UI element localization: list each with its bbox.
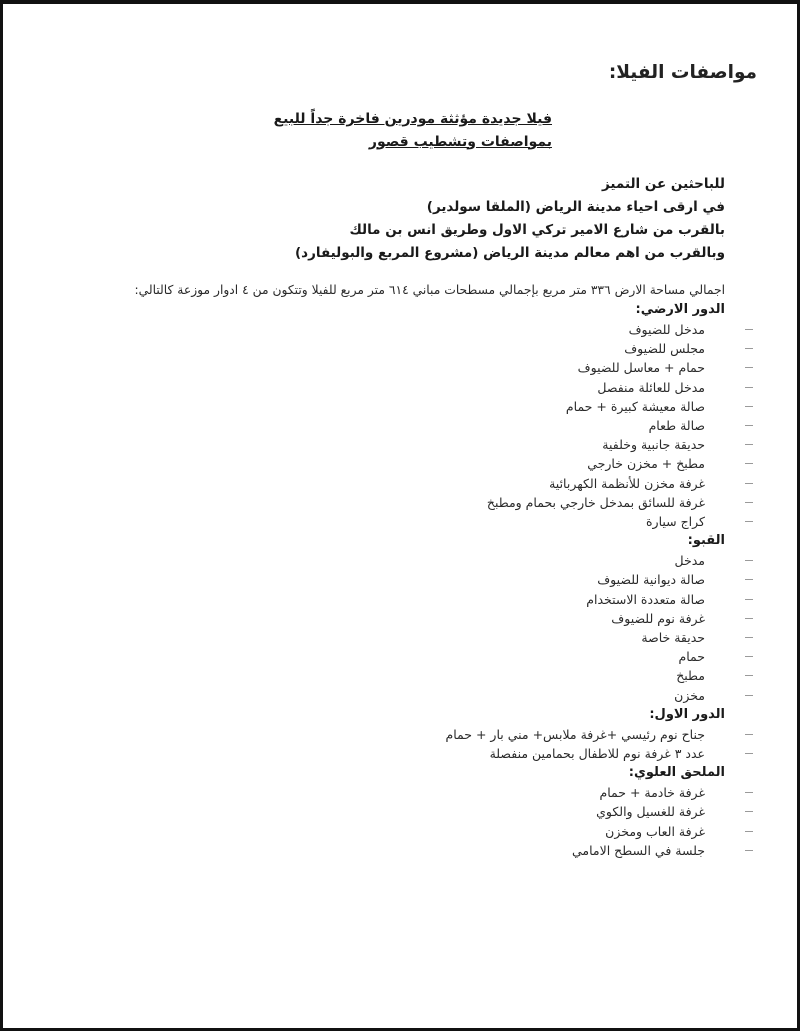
area-summary: اجمالي مساحة الارض ٣٣٦ متر مربع بإجمالي مسطحات مباني ٦١٤ متر مربع للفيلا وتتكون من ٤ ادوار موزعة كالتالي: — [134, 283, 725, 297]
list-item: جلسة في السطح الامامي — [65, 841, 725, 860]
dash-bullet-icon — [745, 599, 753, 600]
dash-bullet-icon — [745, 387, 753, 388]
intro-line: في ارقى احياء مدينة الرياض (الملقا سولدير) — [426, 199, 725, 215]
dash-bullet-icon — [745, 444, 753, 445]
list-item: غرفة العاب ومخزن — [65, 822, 725, 841]
dash-bullet-icon — [745, 367, 753, 368]
dash-bullet-icon — [745, 850, 753, 851]
list-item: مجلس للضيوف — [65, 339, 725, 358]
dash-bullet-icon — [745, 560, 753, 561]
list-item: جناح نوم رئيسي +غرفة ملابس+ مني بار + حمام — [65, 725, 725, 744]
section-basement — [65, 531, 725, 705]
intro-line: للباحثين عن التميز — [602, 176, 725, 192]
list-item: حمام — [65, 647, 725, 666]
section-items — [65, 725, 725, 763]
section-title: الملحق العلوي: — [628, 765, 725, 781]
dash-bullet-icon — [745, 792, 753, 793]
dash-bullet-icon — [745, 348, 753, 349]
dash-bullet-icon — [745, 463, 753, 464]
section-ground-floor — [65, 300, 725, 531]
dash-bullet-icon — [745, 675, 753, 676]
floors-list — [65, 300, 725, 860]
dash-bullet-icon — [745, 483, 753, 484]
list-item: عدد ٣ غرفة نوم للاطفال بحمامين منفصلة — [65, 744, 725, 763]
headline-line-1: فيلا جديدة مؤثثة مودرين فاخرة جداً للبيع — [273, 111, 552, 127]
list-item: صالة ديوانية للضيوف — [65, 570, 725, 589]
list-item: غرفة للغسيل والكوي — [65, 802, 725, 821]
list-item: حمام + معاسل للضيوف — [65, 358, 725, 377]
dash-bullet-icon — [745, 502, 753, 503]
headline-line-2: بمواصفات وتشطيب قصور — [368, 133, 552, 150]
list-item: مدخل للضيوف — [65, 320, 725, 339]
list-item: غرفة خادمة + حمام — [65, 783, 725, 802]
intro-line: بالقرب من شارع الامير تركي الاول وطريق انس بن مالك — [349, 222, 725, 238]
list-item: مطبخ — [65, 666, 725, 685]
dash-bullet-icon — [745, 695, 753, 696]
section-items — [65, 551, 725, 705]
list-item: غرفة مخزن للأنظمة الكهربائية — [65, 474, 725, 493]
dash-bullet-icon — [745, 734, 753, 735]
list-item: كراج سيارة — [65, 512, 725, 531]
list-item: غرفة نوم للضيوف — [65, 609, 725, 628]
dash-bullet-icon — [745, 425, 753, 426]
section-roof-annex — [65, 763, 725, 860]
section-items — [65, 320, 725, 531]
section-items — [65, 783, 725, 860]
dash-bullet-icon — [745, 811, 753, 812]
section-first-floor — [65, 705, 725, 763]
list-item: حديقة خاصة — [65, 628, 725, 647]
dash-bullet-icon — [745, 579, 753, 580]
list-item: مخزن — [65, 686, 725, 705]
intro-block — [295, 173, 725, 265]
dash-bullet-icon — [745, 329, 753, 330]
dash-bullet-icon — [745, 521, 753, 522]
intro-line: وبالقرب من اهم معالم مدينة الرياض (مشروع المربع والبوليفارد) — [295, 245, 725, 261]
list-item: صالة معيشة كبيرة + حمام — [65, 397, 725, 416]
list-item: حديقة جانبية وخلفية — [65, 435, 725, 454]
list-item: مدخل — [65, 551, 725, 570]
list-item: غرفة للسائق بمدخل خارجي بحمام ومطبخ — [65, 493, 725, 512]
dash-bullet-icon — [745, 618, 753, 619]
dash-bullet-icon — [745, 753, 753, 754]
dash-bullet-icon — [745, 406, 753, 407]
section-title: القبو: — [687, 533, 725, 549]
dash-bullet-icon — [745, 831, 753, 832]
list-item: صالة طعام — [65, 416, 725, 435]
section-title: الدور الارضي: — [635, 302, 725, 317]
list-item: مدخل للعائلة منفصل — [65, 378, 725, 397]
page-title: مواصفات الفيلا: — [608, 62, 757, 83]
dash-bullet-icon — [745, 637, 753, 638]
section-title: الدور الاول: — [649, 706, 725, 722]
dash-bullet-icon — [745, 656, 753, 657]
list-item: صالة متعددة الاستخدام — [65, 590, 725, 609]
headline — [274, 108, 552, 153]
list-item: مطبخ + مخزن خارجي — [65, 454, 725, 473]
